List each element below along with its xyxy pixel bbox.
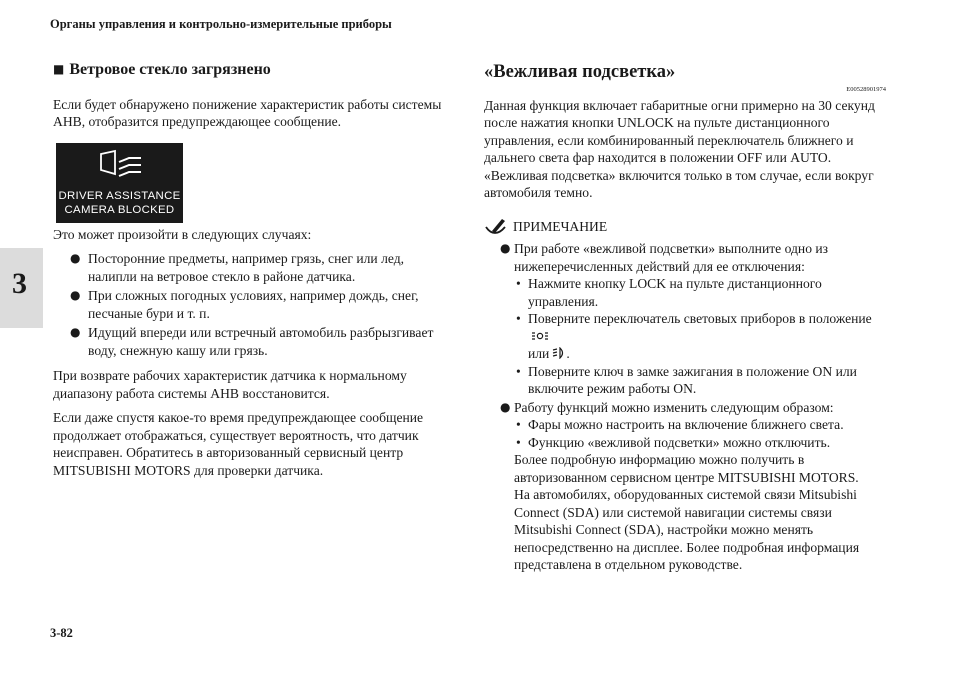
- warning-line-2: CAMERA BLOCKED: [64, 203, 175, 216]
- cases-list: [53, 250, 453, 359]
- low-beam-icon: [552, 347, 566, 359]
- cases-intro: Это может произойти в следующих случаях:: [53, 226, 312, 242]
- note-1-sublist: [514, 275, 886, 398]
- note-2-para-1: Более подробную информацию можно получить в авторизованном сервисном центре MITSUBISHI MOTORS.: [514, 452, 859, 485]
- note-2-text: Работу функций можно изменить следующим образом:: [514, 399, 834, 415]
- list-item: ● Посторонние предметы, например грязь, снег или лед, налипли на ветровое стекло в районе датчика.: [53, 250, 453, 285]
- note-item: [500, 240, 886, 398]
- running-head: Органы управления и контрольно-измерительные приборы: [50, 17, 392, 31]
- bullet-dot-icon: ●: [500, 399, 511, 414]
- warning-line-1: DRIVER ASSISTANCE: [58, 189, 181, 202]
- restore-paragraph: При возврате рабочих характеристик датчика к нормальному диапазону работа системы АНВ восстановится.: [53, 368, 407, 401]
- intro-paragraph: Если будет обнаружено понижение характеристик работы системы АНВ, отобразится предупреждающее сообщение.: [53, 96, 442, 129]
- list-item: • Фары можно настроить на включение ближнего света.: [514, 416, 886, 434]
- note-1-text: При работе «вежливой подсветки» выполните одно из нижеперечисленных действий для ее отключения:: [514, 241, 829, 274]
- right-column: [484, 62, 886, 575]
- warning-display: [56, 143, 183, 223]
- dealer-paragraph: Если даже спустя какое-то время предупреждающее сообщение продолжает отображаться, существует вероятность, что датчик неисправен. Обратитесь в авторизованный сервисный центр MITSUBISHI MOTORS для проверки датчика.: [53, 410, 424, 478]
- note-pencil-icon: [484, 218, 508, 234]
- left-column: [53, 61, 453, 486]
- sub2-text: Поверните переключатель световых приборов в положение: [528, 311, 872, 326]
- section-title: [53, 61, 453, 79]
- note-label: ПРИМЕЧАНИЕ: [513, 218, 608, 234]
- section-title-text: Ветровое стекло загрязнено: [69, 61, 271, 78]
- notes: [500, 240, 886, 574]
- list-item: [514, 310, 886, 363]
- courtesy-light-title: «Вежливая подсветка»: [484, 62, 676, 82]
- headlight-icon: [95, 149, 143, 179]
- courtesy-light-body: Данная функция включает габаритные огни примерно на 30 секунд после нажатия кнопки UNLOCK на пульте дистанционного управления, если комбинированный переключатель ближнего и дальнего света фар находится в положении OFF или AUTO. «Вежливая подсветка» включится только в том случае, если вокруг автомобиля темно.: [484, 97, 875, 200]
- sub2-end: .: [566, 346, 570, 361]
- note-2-sublist: [514, 416, 886, 451]
- document-code: E00528901974: [846, 85, 886, 93]
- square-bullet-icon: ■: [53, 62, 65, 76]
- list-item: ● При сложных погодных условиях, например дождь, снег, песчаные бури и т. п.: [53, 287, 453, 322]
- bullet-dot-icon: ●: [500, 241, 511, 255]
- note-2-para-2: На автомобилях, оборудованных системой связи Mitsubishi Connect (SDA) или системой навигации системы связи Mitsubishi Connect (SDA), настройки можно менять непосредственно на дисплее. Более подробная информация представлена в отдельном руководстве.: [514, 487, 860, 572]
- parking-light-icon: [531, 330, 549, 342]
- sub2-or: или: [528, 346, 550, 361]
- list-item: ● Идущий впереди или встречный автомобиль разбрызгивает воду, снежную кашу или грязь.: [53, 324, 453, 359]
- list-item: • Функцию «вежливой подсветки» можно отключить.: [514, 434, 886, 452]
- chapter-number: 3: [12, 267, 27, 300]
- list-item: • Поверните ключ в замке зажигания в положение ON или включите режим работы ON.: [514, 363, 886, 398]
- note-heading: [484, 218, 886, 236]
- note-item: [500, 399, 886, 574]
- page-number: 3-82: [50, 626, 73, 640]
- list-item: • Нажмите кнопку LOCK на пульте дистанционного управления.: [514, 275, 886, 310]
